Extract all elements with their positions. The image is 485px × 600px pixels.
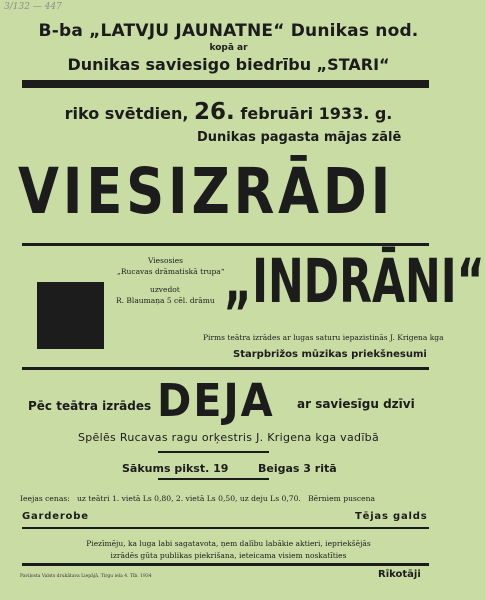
venue-line: Dunikas pagasta mājas zālē: [197, 130, 402, 145]
dance-suffix: ar saviesīgu dzīvi: [297, 397, 415, 411]
schedule-rule-top: [158, 451, 269, 453]
archive-mark: 3/132 — 447: [4, 2, 62, 12]
perform-line: uzvedot: [150, 285, 180, 294]
together-with-line: kopā ar: [209, 43, 248, 53]
date-line: [0, 99, 457, 125]
divider-top: [22, 80, 429, 88]
guest-line-1: Viesosies: [148, 256, 184, 265]
signature: Rīkotāji: [378, 569, 421, 580]
end-time: Beigas 3 ritā: [258, 462, 337, 475]
date-day: 26.: [194, 99, 235, 125]
orchestra-line: Spēlēs Rucavas ragu orķestris J. Krigena kga vadībā: [77, 431, 379, 444]
start-time: Sākums pikst. 19: [122, 462, 229, 475]
divider-lower: [22, 527, 429, 529]
lecture-note: Pirms teātra izrādes ar lugas saturu iepazistinās J. Krigena kga: [203, 333, 444, 342]
co-organizer-line: Dunikas saviesigo biedrību „STARI“: [67, 55, 390, 74]
organizer-line: B-ba „LATVJU JAUNATNE“ Dunikas nod.: [38, 21, 419, 41]
black-square: [37, 282, 104, 349]
note-line-1: Piezīmēju, ka luga labi sagatavota, ņem dalību labākie aktieri, iepriekšējās: [86, 539, 371, 548]
cloakroom-label: Garderobe: [22, 511, 89, 522]
date-intro: riko svētdien,: [64, 104, 189, 123]
date-rest: februāri 1933. g.: [240, 104, 393, 123]
printer-line: Paviļosta Valsts drukātava Liepājā, Tirgu iela 4. Tlb. 1934: [20, 574, 152, 579]
intermission-note: Starpbrižos mūzikas priekšnesumi: [233, 349, 427, 360]
tea-table-label: Tējas galds: [355, 511, 428, 522]
play-title: „INDRĀNI“: [224, 246, 485, 317]
dance-prefix: Pēc teātra izrādes: [28, 399, 152, 413]
main-title: VIESIZRĀDI: [18, 155, 395, 228]
dance-title: DEJA: [157, 374, 275, 427]
ticket-prices: Ieejas cenas: uz teātri 1. vietā Ls 0,80, 2. vietā Ls 0,50, uz deju Ls 0,70. Bērniem puscena: [20, 494, 376, 503]
guest-line-2: „Rucavas drāmatiskā trupa“: [117, 267, 225, 276]
divider-mid: [22, 367, 429, 370]
note-line-2: izrādēs gūta publikas piekrišana, ieteicama visiem noskatīties: [110, 551, 347, 560]
divider-bottom: [22, 563, 429, 566]
schedule-rule-bottom: [158, 478, 269, 480]
author-line: R. Blaumaņa 5 cēl. drāmu: [116, 296, 215, 305]
